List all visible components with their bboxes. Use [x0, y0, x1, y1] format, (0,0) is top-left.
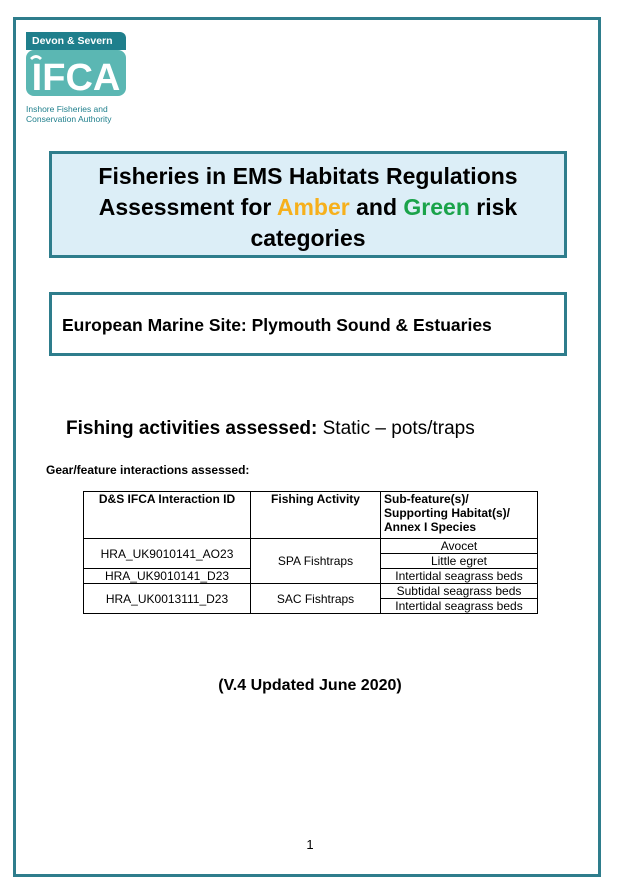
- title-and: and: [349, 194, 404, 220]
- title-post: risk: [469, 194, 518, 220]
- title-box: [49, 151, 567, 258]
- logo-graphic: [26, 50, 126, 100]
- table-row: [84, 539, 538, 554]
- site-label: European Marine Site: Plymouth Sound & Estuaries: [62, 315, 492, 335]
- logo-subtitle-line2: Conservation Authority: [26, 114, 112, 124]
- cell-sac-activity: SAC Fishtraps: [251, 584, 381, 614]
- version-note: (V.4 Updated June 2020): [218, 677, 402, 694]
- header-interaction-id: D&S IFCA Interaction ID: [84, 492, 251, 539]
- title-line1: Fisheries in EMS Habitats Regulations: [98, 163, 518, 189]
- header-fishing-activity: Fishing Activity: [251, 492, 381, 539]
- cell-spa-activity: SPA Fishtraps: [251, 539, 381, 584]
- cell-feature-egret: Little egret: [381, 554, 538, 569]
- logo-subtitle: [26, 104, 126, 124]
- logo-banner: Devon & Severn: [26, 32, 126, 50]
- title-amber: Amber: [276, 194, 350, 220]
- cell-id-d23-sac: HRA_UK0013111_D23: [84, 584, 251, 614]
- cell-id-d23-spa: HRA_UK9010141_D23: [84, 569, 251, 584]
- header-sub-features: Sub-feature(s)/ Supporting Habitat(s)/ Annex I Species: [381, 492, 538, 539]
- title-line3: categories: [250, 225, 366, 251]
- table-header-row: [84, 492, 538, 539]
- gear-heading: Gear/feature interactions assessed:: [46, 463, 250, 477]
- fishing-activities: [66, 418, 475, 440]
- cell-feature-avocet: Avocet: [381, 539, 538, 554]
- cell-feature-intertidal-2: Intertidal seagrass beds: [381, 599, 538, 614]
- site-box: [49, 292, 567, 356]
- interactions-table: [83, 491, 538, 614]
- cell-id-ao23: HRA_UK9010141_AO23: [84, 539, 251, 569]
- ifca-logo: [26, 32, 126, 124]
- activities-label: Fishing activities assessed:: [66, 418, 318, 439]
- cell-feature-intertidal-1: Intertidal seagrass beds: [381, 569, 538, 584]
- logo-subtitle-line1: Inshore Fisheries and: [26, 104, 108, 114]
- logo-mark: [26, 50, 126, 100]
- cell-feature-subtidal: Subtidal seagrass beds: [381, 584, 538, 599]
- title-pre: Assessment for: [98, 194, 277, 220]
- title-green: Green: [403, 194, 470, 220]
- page-border: [13, 17, 601, 877]
- table-row: [84, 584, 538, 599]
- logo-acronym: IFCA: [31, 57, 121, 99]
- page-number: 1: [306, 837, 314, 852]
- activities-value: Static – pots/traps: [317, 418, 475, 439]
- title-line2: [52, 192, 564, 223]
